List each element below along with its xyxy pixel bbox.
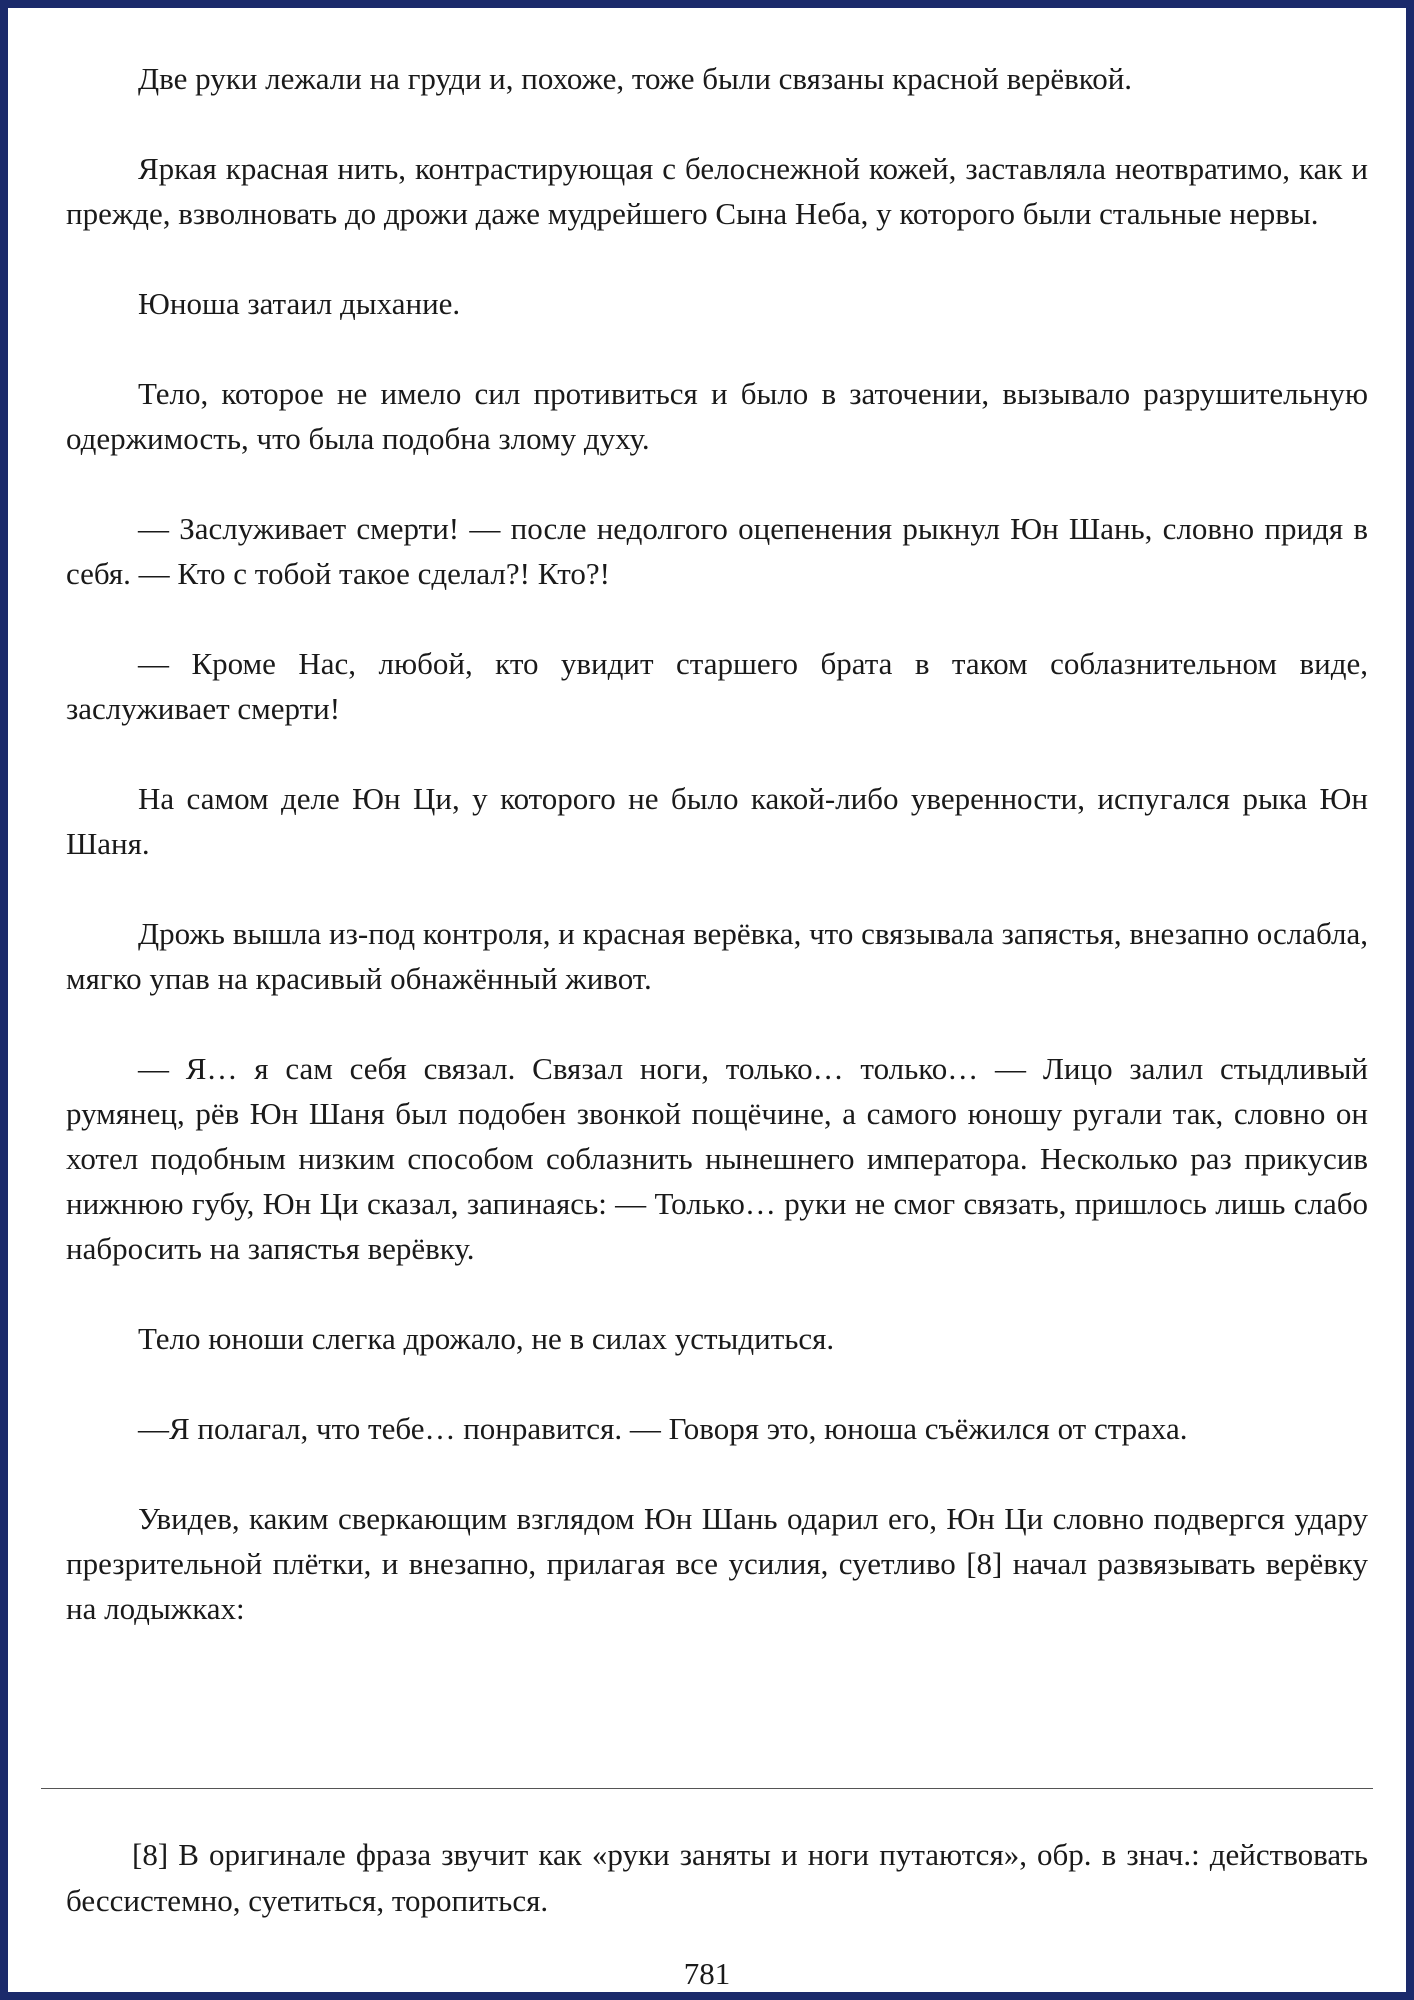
footnote-divider [41,1788,1373,1789]
body-text [66,56,1368,1676]
paragraph: — Я… я сам себя связал. Связал ноги, только… только… — Лицо залил стыдливый румянец, рёв Юн Шаня был подобен звонкой пощёчине, а самого юношу ругали так, словно он хотел подобным низким способом соблазнить нынешнего императора. Несколько раз прикусив нижнюю губу, Юн Ци сказал, запинаясь: — Только… руки не смог связать, пришлось лишь слабо набросить на запястья верёвку. [66,1051,1368,1266]
paragraph: Тело юноши слегка дрожало, не в силах устыдиться. [138,1321,835,1356]
book-page [8,8,1406,1992]
paragraph: На самом деле Юн Ци, у которого не было какой-либо уверенности, испугался рыка Юн Шаня. [66,781,1368,861]
paragraph: — Кроме Нас, любой, кто увидит старшего брата в таком соблазнительном виде, заслуживает смерти! [66,646,1368,726]
paragraph: Юноша затаил дыхание. [138,286,461,321]
footnote: [8] В оригинале фраза звучит как «руки заняты и ноги путаются», обр. в знач.: действовать бессистемно, суетиться, торопиться. [66,1837,1368,1918]
paragraph: — Заслуживает смерти! — после недолгого оцепенения рыкнул Юн Шань, словно придя в себя. — Кто с тобой такое сделал?! Кто?! [66,511,1368,591]
paragraph: —Я полагал, что тебе… понравится. — Говоря это, юноша съёжился от страха. [138,1411,1188,1446]
paragraph: Дрожь вышла из-под контроля, и красная верёвка, что связывала запястья, внезапно ослабла, мягко упав на красивый обнажённый живот. [66,916,1368,996]
page-number: 781 [683,1956,731,1991]
paragraph: Две руки лежали на груди и, похоже, тоже были связаны красной верёвкой. [138,61,1133,96]
paragraph: Увидев, каким сверкающим взглядом Юн Шань одарил его, Юн Ци словно подвергся удару презрительной плётки, и внезапно, прилагая все усилия, суетливо [8] начал развязывать верёвку на лодыжках: [66,1501,1368,1626]
paragraph: Яркая красная нить, контрастирующая с белоснежной кожей, заставляла неотвратимо, как и прежде, взволновать до дрожи даже мудрейшего Сына Неба, у которого были стальные нервы. [66,151,1368,231]
paragraph: Тело, которое не имело сил противиться и было в заточении, вызывало разрушительную одержимость, что была подобна злому духу. [66,376,1368,456]
